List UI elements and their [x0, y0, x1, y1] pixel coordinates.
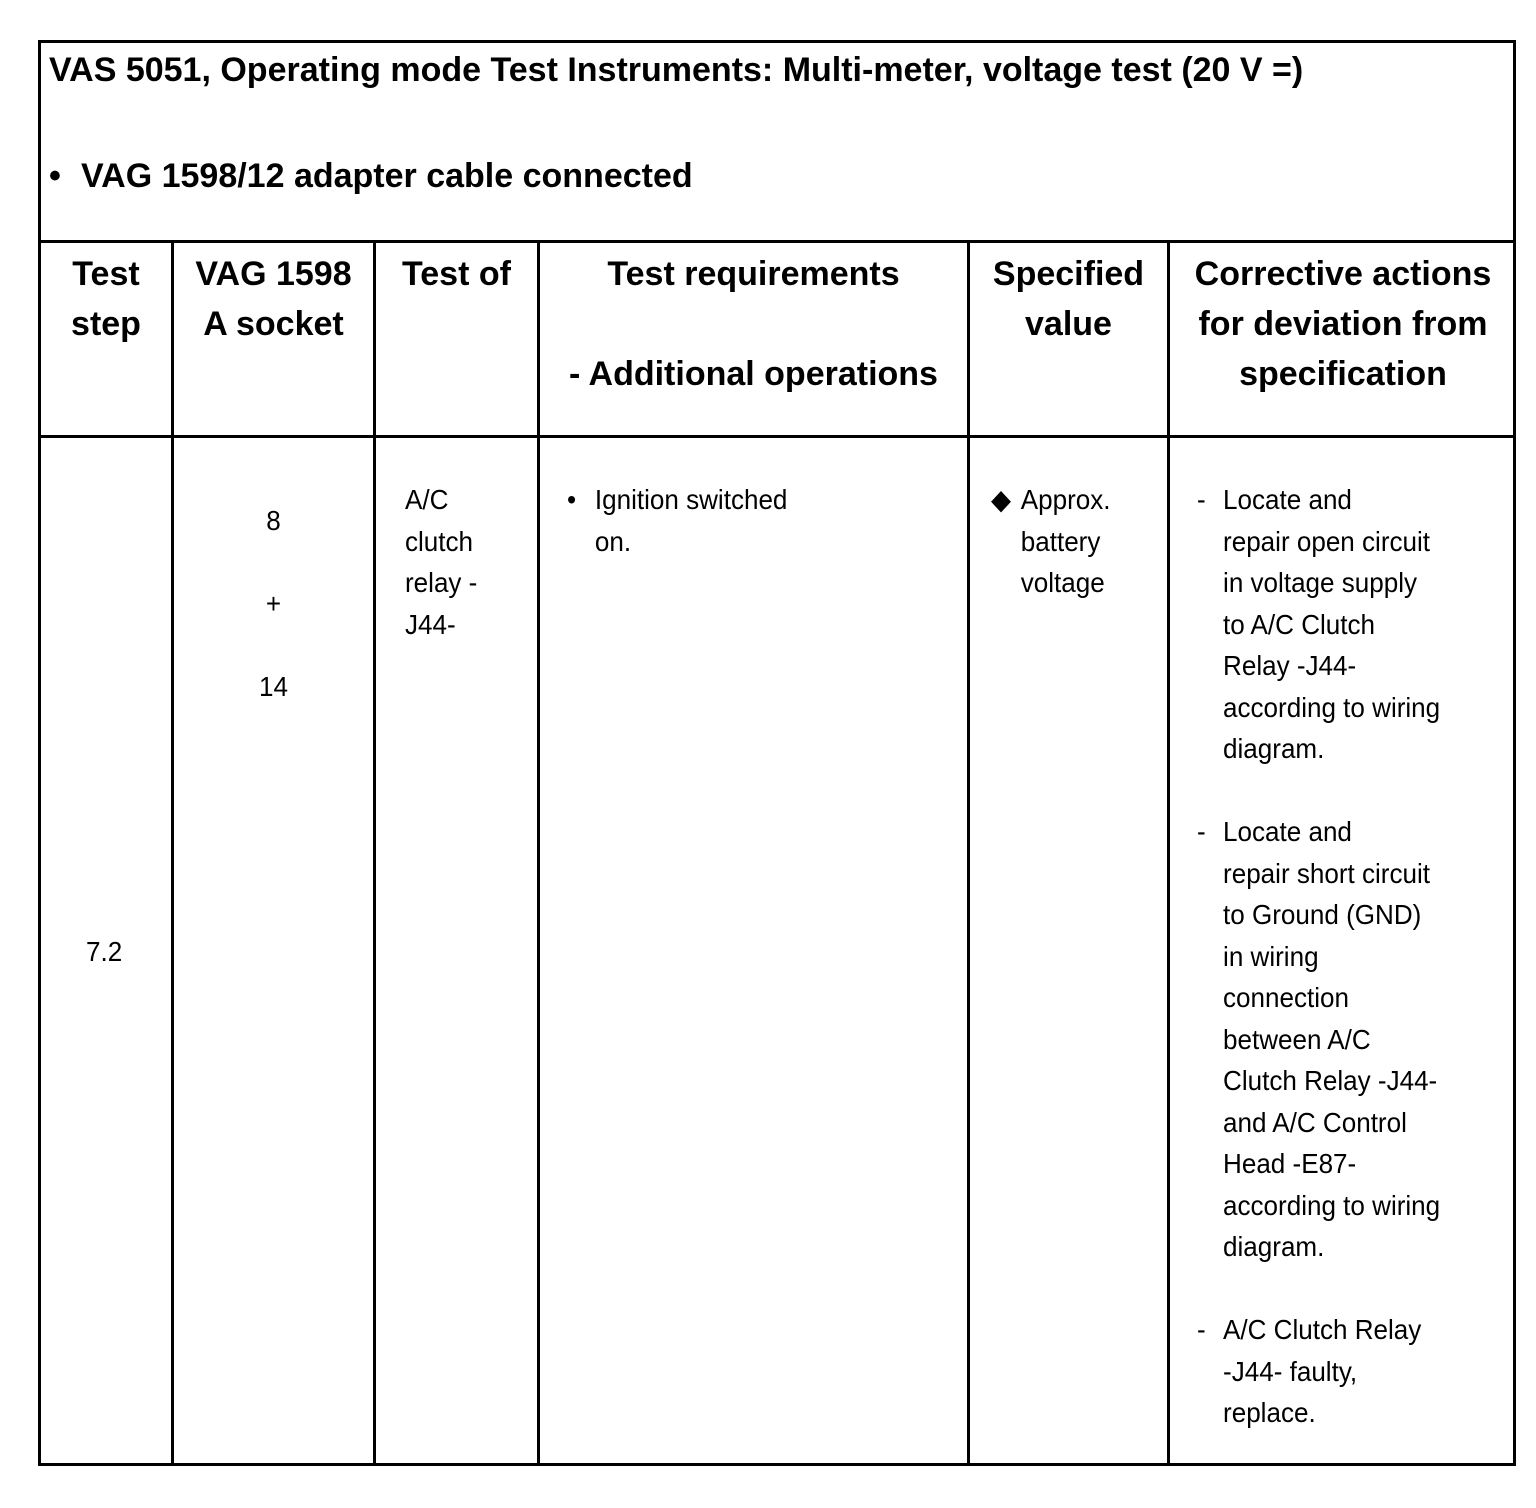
- diamond-bullet-icon: ◆: [991, 484, 1012, 515]
- corrective-line: in voltage supply: [1223, 567, 1418, 598]
- corrective-item: [1197, 1309, 1440, 1434]
- operating-mode-title: VAS 5051, Operating mode Test Instruments: Multi-meter, voltage test (20 V =): [49, 51, 1304, 89]
- column-divider: [1167, 243, 1170, 1463]
- cell-corrective: [1197, 479, 1440, 1434]
- column-header-specified: [970, 249, 1167, 349]
- header-line: VAG 1598: [195, 255, 352, 293]
- column-header-corrective: [1170, 249, 1516, 399]
- corrective-line: connection: [1223, 982, 1349, 1013]
- bullet-icon: •: [567, 484, 577, 515]
- corrective-line: replace.: [1223, 1397, 1316, 1428]
- adapter-requirement: [49, 157, 693, 196]
- socket-line: 14: [259, 671, 288, 702]
- corrective-line: between A/C: [1223, 1023, 1371, 1055]
- corrective-line: -J44- faulty,: [1223, 1355, 1358, 1387]
- specified-line: Approx.: [1020, 484, 1111, 515]
- specified-line: voltage: [1020, 567, 1105, 598]
- column-divider: [537, 243, 540, 1463]
- header-line: - Additional operations: [569, 355, 938, 393]
- requirement-line: on.: [594, 525, 632, 557]
- cell-socket: [181, 479, 366, 728]
- corrective-line: Locate and: [1223, 484, 1352, 515]
- corrective-line: diagram.: [1223, 733, 1325, 764]
- corrective-item: [1197, 811, 1440, 1268]
- cell-test-of: [405, 479, 477, 645]
- test-of-line: clutch: [405, 525, 474, 557]
- corrective-line: A/C Clutch Relay: [1223, 1314, 1422, 1345]
- dash-icon: -: [1197, 816, 1206, 847]
- header-line: Test of: [402, 255, 511, 293]
- corrective-line: repair short circuit: [1223, 857, 1430, 889]
- dash-icon: -: [1197, 484, 1206, 515]
- header-line: step: [71, 305, 141, 343]
- socket-line: 8: [266, 505, 281, 536]
- adapter-requirement-text: VAG 1598/12 adapter cable connected: [81, 157, 693, 195]
- table-header-box: [41, 43, 1513, 243]
- header-line: Corrective actions: [1194, 255, 1492, 293]
- cell-requirements: [567, 479, 787, 562]
- bullet-icon: •: [49, 157, 61, 195]
- column-header-test-of: [376, 249, 537, 299]
- test-of-line: J44-: [405, 608, 456, 640]
- specified-line: battery: [1020, 525, 1101, 557]
- corrective-line: diagram.: [1223, 1231, 1325, 1262]
- corrective-line: Relay -J44-: [1223, 650, 1357, 681]
- test-table: [38, 40, 1516, 1466]
- header-line: specification: [1239, 355, 1447, 393]
- socket-line: +: [265, 588, 282, 619]
- header-line: A socket: [203, 305, 344, 343]
- column-divider: [967, 243, 970, 1463]
- header-line: Specified: [992, 255, 1145, 293]
- column-divider: [373, 243, 376, 1463]
- requirement-line: Ignition switched: [594, 484, 788, 515]
- column-header-test-step: [41, 249, 171, 349]
- corrective-line: and A/C Control: [1223, 1106, 1407, 1138]
- corrective-line: repair open circuit: [1223, 525, 1431, 557]
- column-divider: [171, 243, 174, 1463]
- header-line: Test requirements: [607, 255, 900, 293]
- header-line: for deviation from: [1198, 305, 1488, 343]
- corrective-line: Clutch Relay -J44-: [1223, 1065, 1438, 1096]
- dash-icon: -: [1197, 1314, 1206, 1345]
- corrective-line: Head -E87-: [1223, 1148, 1357, 1179]
- corrective-line: to Ground (GND): [1223, 899, 1422, 930]
- test-of-line: relay -: [405, 567, 478, 598]
- corrective-line: according to wiring: [1223, 691, 1441, 723]
- corrective-line: Locate and: [1223, 816, 1352, 847]
- column-header-requirements: [540, 249, 967, 399]
- cell-specified: [991, 479, 1111, 604]
- header-line: Test: [72, 255, 140, 293]
- corrective-item: [1197, 479, 1440, 770]
- cell-test-step: 7.2: [86, 936, 123, 967]
- corrective-line: in wiring: [1223, 940, 1319, 972]
- header-row-divider: [41, 435, 1513, 438]
- test-of-line: A/C: [405, 484, 449, 515]
- header-line: value: [1025, 305, 1112, 343]
- column-header-socket: [174, 249, 373, 349]
- corrective-line: according to wiring: [1223, 1189, 1441, 1221]
- corrective-line: to A/C Clutch: [1223, 608, 1376, 640]
